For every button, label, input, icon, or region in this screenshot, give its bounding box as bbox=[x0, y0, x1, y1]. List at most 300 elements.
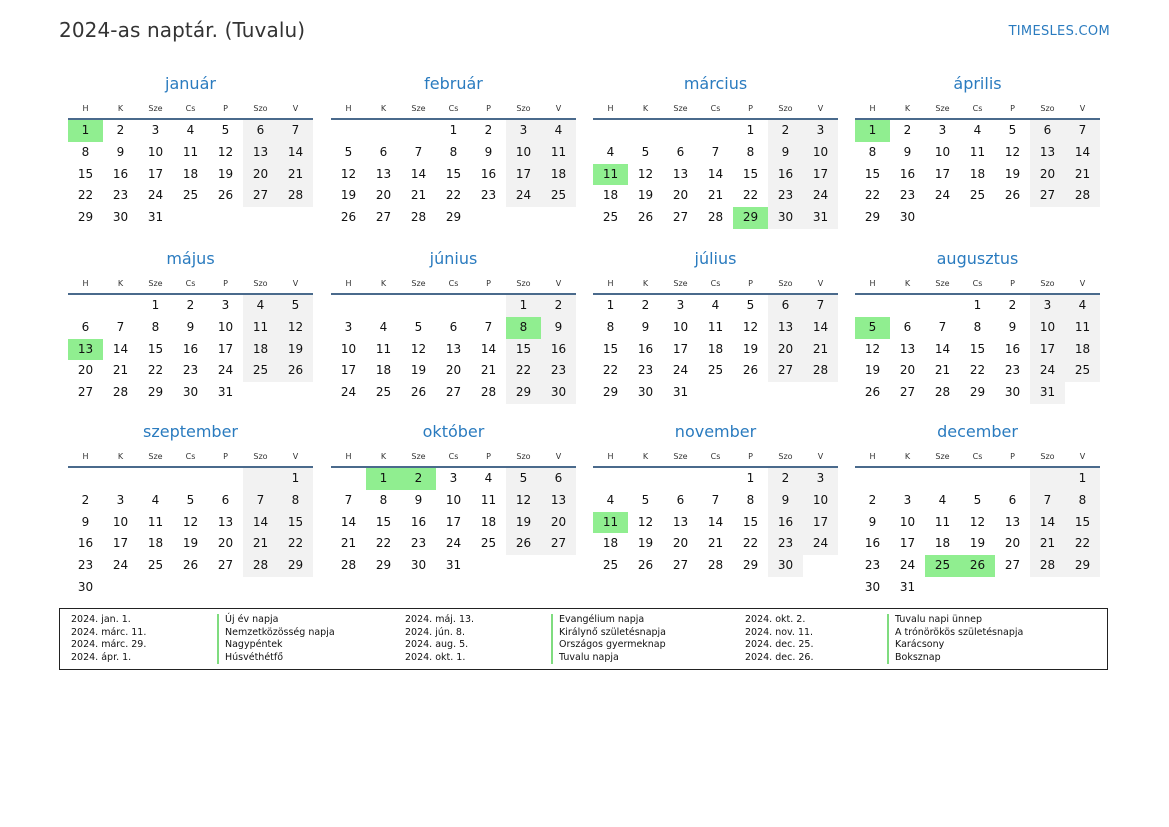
day-cell[interactable]: 12 bbox=[637, 514, 654, 529]
day-cell[interactable]: 22 bbox=[147, 363, 164, 378]
day-cell[interactable]: 5 bbox=[1008, 123, 1017, 137]
day-cell[interactable]: 5 bbox=[221, 123, 230, 137]
day-cell[interactable]: 2 bbox=[186, 298, 195, 312]
day-cell[interactable]: 14 bbox=[480, 341, 497, 356]
day-cell[interactable]: 24 bbox=[112, 558, 129, 573]
day-cell[interactable]: 16 bbox=[480, 166, 497, 181]
day-cell[interactable]: 2 bbox=[116, 123, 125, 137]
day-cell[interactable]: 5 bbox=[641, 492, 650, 507]
day-cell[interactable]: 31 bbox=[803, 207, 838, 229]
day-cell[interactable]: 30 bbox=[768, 207, 803, 229]
day-cell[interactable]: 20 bbox=[77, 363, 94, 378]
day-cell[interactable]: 7 bbox=[1030, 490, 1065, 512]
day-cell[interactable]: 29 bbox=[864, 210, 881, 225]
day-cell[interactable]: 23 bbox=[480, 188, 497, 203]
day-cell[interactable]: 26 bbox=[742, 363, 759, 378]
day-cell[interactable]: 6 bbox=[1008, 492, 1017, 507]
day-cell[interactable]: 15 bbox=[375, 514, 392, 529]
day-cell[interactable]: 17 bbox=[340, 363, 357, 378]
day-cell[interactable]: 9 bbox=[768, 490, 803, 512]
day-cell[interactable]: 12 bbox=[1004, 144, 1021, 159]
day-cell[interactable]: 21 bbox=[112, 363, 129, 378]
day-cell[interactable]: 30 bbox=[899, 210, 916, 225]
day-cell[interactable]: 23 bbox=[768, 533, 803, 555]
day-cell[interactable]: 13 bbox=[68, 339, 103, 361]
day-cell[interactable]: 29 bbox=[445, 210, 462, 225]
day-cell[interactable]: 31 bbox=[672, 385, 689, 400]
day-cell[interactable]: 25 bbox=[375, 385, 392, 400]
day-cell[interactable]: 3 bbox=[803, 468, 838, 490]
day-cell[interactable]: 28 bbox=[340, 558, 357, 573]
day-cell[interactable]: 26 bbox=[637, 558, 654, 573]
day-cell[interactable]: 1 bbox=[973, 298, 982, 312]
day-cell[interactable]: 2 bbox=[541, 295, 576, 317]
day-cell[interactable]: 10 bbox=[803, 490, 838, 512]
day-cell[interactable]: 10 bbox=[934, 144, 951, 159]
day-cell[interactable]: 28 bbox=[1030, 555, 1065, 577]
day-cell[interactable]: 12 bbox=[506, 490, 541, 512]
day-cell[interactable]: 8 bbox=[746, 492, 755, 507]
day-cell[interactable]: 14 bbox=[410, 166, 427, 181]
day-cell[interactable]: 9 bbox=[186, 319, 195, 334]
day-cell[interactable]: 11 bbox=[707, 319, 724, 334]
day-cell[interactable]: 28 bbox=[803, 360, 838, 382]
day-cell[interactable]: 19 bbox=[1004, 166, 1021, 181]
day-cell[interactable]: 22 bbox=[278, 533, 313, 555]
day-cell[interactable]: 30 bbox=[768, 555, 803, 577]
day-cell[interactable]: 18 bbox=[934, 536, 951, 551]
day-cell[interactable]: 1 bbox=[746, 123, 755, 137]
day-cell[interactable]: 20 bbox=[217, 536, 234, 551]
day-cell[interactable]: 16 bbox=[1004, 341, 1021, 356]
day-cell[interactable]: 10 bbox=[672, 319, 689, 334]
day-cell[interactable]: 26 bbox=[217, 188, 234, 203]
day-cell[interactable]: 9 bbox=[484, 144, 493, 159]
day-cell[interactable]: 5 bbox=[186, 492, 195, 507]
day-cell[interactable]: 5 bbox=[414, 319, 423, 334]
day-cell[interactable]: 13 bbox=[768, 317, 803, 339]
day-cell[interactable]: 1 bbox=[506, 295, 541, 317]
day-cell[interactable]: 17 bbox=[506, 164, 541, 186]
day-cell[interactable]: 2 bbox=[81, 492, 90, 507]
day-cell[interactable]: 23 bbox=[1004, 363, 1021, 378]
day-cell[interactable]: 17 bbox=[672, 341, 689, 356]
day-cell[interactable]: 12 bbox=[864, 341, 881, 356]
day-cell[interactable]: 18 bbox=[602, 188, 619, 203]
day-cell[interactable]: 14 bbox=[803, 317, 838, 339]
day-cell[interactable]: 18 bbox=[375, 363, 392, 378]
day-cell[interactable]: 30 bbox=[112, 210, 129, 225]
day-cell[interactable]: 10 bbox=[803, 142, 838, 164]
day-cell[interactable]: 12 bbox=[410, 341, 427, 356]
day-cell[interactable]: 21 bbox=[340, 536, 357, 551]
day-cell[interactable]: 5 bbox=[746, 298, 755, 312]
day-cell[interactable]: 13 bbox=[899, 341, 916, 356]
day-cell[interactable]: 17 bbox=[112, 536, 129, 551]
day-cell[interactable]: 3 bbox=[151, 123, 160, 137]
day-cell[interactable]: 18 bbox=[147, 536, 164, 551]
day-cell[interactable]: 19 bbox=[637, 188, 654, 203]
day-cell[interactable]: 20 bbox=[541, 512, 576, 534]
day-cell[interactable]: 15 bbox=[864, 166, 881, 181]
day-cell[interactable]: 8 bbox=[868, 144, 877, 159]
day-cell[interactable]: 7 bbox=[278, 120, 313, 142]
day-cell[interactable]: 23 bbox=[899, 188, 916, 203]
day-cell[interactable]: 20 bbox=[445, 363, 462, 378]
day-cell[interactable]: 19 bbox=[410, 363, 427, 378]
day-cell[interactable]: 21 bbox=[707, 536, 724, 551]
day-cell[interactable]: 22 bbox=[506, 360, 541, 382]
day-cell[interactable]: 8 bbox=[151, 319, 160, 334]
day-cell[interactable]: 20 bbox=[672, 188, 689, 203]
day-cell[interactable]: 30 bbox=[541, 382, 576, 404]
day-cell[interactable]: 2 bbox=[641, 298, 650, 312]
day-cell[interactable]: 18 bbox=[707, 341, 724, 356]
day-cell[interactable]: 18 bbox=[602, 536, 619, 551]
day-cell[interactable]: 19 bbox=[182, 536, 199, 551]
day-cell[interactable]: 28 bbox=[243, 555, 278, 577]
day-cell[interactable]: 9 bbox=[1008, 319, 1017, 334]
day-cell[interactable]: 23 bbox=[112, 188, 129, 203]
day-cell[interactable]: 18 bbox=[480, 514, 497, 529]
day-cell[interactable]: 27 bbox=[375, 210, 392, 225]
day-cell[interactable]: 25 bbox=[602, 210, 619, 225]
day-cell[interactable]: 3 bbox=[803, 120, 838, 142]
day-cell[interactable]: 22 bbox=[864, 188, 881, 203]
day-cell[interactable]: 30 bbox=[182, 385, 199, 400]
day-cell[interactable]: 31 bbox=[217, 385, 234, 400]
day-cell[interactable]: 16 bbox=[864, 536, 881, 551]
day-cell[interactable]: 26 bbox=[960, 555, 995, 577]
day-cell[interactable]: 1 bbox=[746, 471, 755, 485]
day-cell[interactable]: 20 bbox=[243, 164, 278, 186]
day-cell[interactable]: 6 bbox=[449, 319, 458, 334]
day-cell[interactable]: 12 bbox=[278, 317, 313, 339]
day-cell[interactable]: 26 bbox=[340, 210, 357, 225]
day-cell[interactable]: 10 bbox=[112, 514, 129, 529]
day-cell[interactable]: 25 bbox=[1065, 360, 1100, 382]
day-cell[interactable]: 8 bbox=[449, 144, 458, 159]
day-cell[interactable]: 25 bbox=[147, 558, 164, 573]
day-cell[interactable]: 1 bbox=[366, 468, 401, 490]
day-cell[interactable]: 7 bbox=[938, 319, 947, 334]
day-cell[interactable]: 24 bbox=[445, 536, 462, 551]
day-cell[interactable]: 26 bbox=[182, 558, 199, 573]
day-cell[interactable]: 4 bbox=[973, 123, 982, 137]
day-cell[interactable]: 29 bbox=[278, 555, 313, 577]
day-cell[interactable]: 5 bbox=[344, 144, 353, 159]
day-cell[interactable]: 18 bbox=[243, 339, 278, 361]
day-cell[interactable]: 18 bbox=[541, 164, 576, 186]
day-cell[interactable]: 12 bbox=[742, 319, 759, 334]
day-cell[interactable]: 18 bbox=[969, 166, 986, 181]
day-cell[interactable]: 12 bbox=[637, 166, 654, 181]
day-cell[interactable]: 17 bbox=[217, 341, 234, 356]
day-cell[interactable]: 15 bbox=[1065, 512, 1100, 534]
day-cell[interactable]: 9 bbox=[868, 514, 877, 529]
day-cell[interactable]: 24 bbox=[672, 363, 689, 378]
day-cell[interactable]: 31 bbox=[147, 210, 164, 225]
day-cell[interactable]: 15 bbox=[602, 341, 619, 356]
day-cell[interactable]: 6 bbox=[768, 295, 803, 317]
day-cell[interactable]: 8 bbox=[746, 144, 755, 159]
day-cell[interactable]: 27 bbox=[899, 385, 916, 400]
day-cell[interactable]: 27 bbox=[445, 385, 462, 400]
day-cell[interactable]: 12 bbox=[182, 514, 199, 529]
day-cell[interactable]: 24 bbox=[340, 385, 357, 400]
day-cell[interactable]: 22 bbox=[375, 536, 392, 551]
day-cell[interactable]: 16 bbox=[77, 536, 94, 551]
day-cell[interactable]: 17 bbox=[1030, 339, 1065, 361]
day-cell[interactable]: 5 bbox=[641, 144, 650, 159]
day-cell[interactable]: 27 bbox=[1030, 185, 1065, 207]
day-cell[interactable]: 4 bbox=[541, 120, 576, 142]
day-cell[interactable]: 6 bbox=[81, 319, 90, 334]
day-cell[interactable]: 19 bbox=[278, 339, 313, 361]
day-cell[interactable]: 30 bbox=[77, 579, 94, 594]
day-cell[interactable]: 24 bbox=[506, 185, 541, 207]
day-cell[interactable]: 11 bbox=[541, 142, 576, 164]
day-cell[interactable]: 10 bbox=[899, 514, 916, 529]
day-cell[interactable]: 15 bbox=[147, 341, 164, 356]
day-cell[interactable]: 12 bbox=[340, 166, 357, 181]
day-cell[interactable]: 16 bbox=[768, 164, 803, 186]
brand-link[interactable]: TIMESLES.COM bbox=[1008, 24, 1110, 39]
day-cell[interactable]: 13 bbox=[1004, 514, 1021, 529]
day-cell[interactable]: 19 bbox=[969, 536, 986, 551]
day-cell[interactable]: 29 bbox=[1065, 555, 1100, 577]
day-cell[interactable]: 19 bbox=[340, 188, 357, 203]
day-cell[interactable]: 1 bbox=[449, 123, 458, 137]
day-cell[interactable]: 11 bbox=[969, 144, 986, 159]
day-cell[interactable]: 11 bbox=[593, 164, 628, 186]
day-cell[interactable]: 9 bbox=[541, 317, 576, 339]
day-cell[interactable]: 17 bbox=[899, 536, 916, 551]
day-cell[interactable]: 20 bbox=[768, 339, 803, 361]
day-cell[interactable]: 6 bbox=[903, 319, 912, 334]
day-cell[interactable]: 28 bbox=[934, 385, 951, 400]
day-cell[interactable]: 31 bbox=[1030, 382, 1065, 404]
day-cell[interactable]: 25 bbox=[602, 558, 619, 573]
day-cell[interactable]: 29 bbox=[375, 558, 392, 573]
day-cell[interactable]: 25 bbox=[925, 555, 960, 577]
day-cell[interactable]: 24 bbox=[803, 533, 838, 555]
day-cell[interactable]: 3 bbox=[903, 492, 912, 507]
day-cell[interactable]: 15 bbox=[742, 514, 759, 529]
day-cell[interactable]: 3 bbox=[449, 471, 458, 485]
day-cell[interactable]: 28 bbox=[707, 558, 724, 573]
day-cell[interactable]: 29 bbox=[969, 385, 986, 400]
day-cell[interactable]: 20 bbox=[899, 363, 916, 378]
day-cell[interactable]: 14 bbox=[112, 341, 129, 356]
day-cell[interactable]: 23 bbox=[864, 558, 881, 573]
day-cell[interactable]: 17 bbox=[445, 514, 462, 529]
day-cell[interactable]: 7 bbox=[116, 319, 125, 334]
day-cell[interactable]: 4 bbox=[606, 492, 615, 507]
day-cell[interactable]: 7 bbox=[711, 492, 720, 507]
day-cell[interactable]: 4 bbox=[379, 319, 388, 334]
day-cell[interactable]: 27 bbox=[672, 210, 689, 225]
day-cell[interactable]: 3 bbox=[1030, 295, 1065, 317]
day-cell[interactable]: 20 bbox=[672, 536, 689, 551]
day-cell[interactable]: 1 bbox=[1065, 468, 1100, 490]
day-cell[interactable]: 8 bbox=[1065, 490, 1100, 512]
day-cell[interactable]: 25 bbox=[480, 536, 497, 551]
day-cell[interactable]: 30 bbox=[410, 558, 427, 573]
day-cell[interactable]: 13 bbox=[541, 490, 576, 512]
day-cell[interactable]: 13 bbox=[672, 166, 689, 181]
day-cell[interactable]: 22 bbox=[445, 188, 462, 203]
day-cell[interactable]: 17 bbox=[147, 166, 164, 181]
day-cell[interactable]: 9 bbox=[81, 514, 90, 529]
day-cell[interactable]: 17 bbox=[803, 512, 838, 534]
day-cell[interactable]: 25 bbox=[541, 185, 576, 207]
day-cell[interactable]: 26 bbox=[637, 210, 654, 225]
day-cell[interactable]: 15 bbox=[969, 341, 986, 356]
day-cell[interactable]: 21 bbox=[480, 363, 497, 378]
day-cell[interactable]: 20 bbox=[375, 188, 392, 203]
day-cell[interactable]: 28 bbox=[278, 185, 313, 207]
day-cell[interactable]: 11 bbox=[1065, 317, 1100, 339]
day-cell[interactable]: 2 bbox=[868, 492, 877, 507]
day-cell[interactable]: 6 bbox=[676, 492, 685, 507]
day-cell[interactable]: 1 bbox=[68, 120, 103, 142]
day-cell[interactable]: 16 bbox=[541, 339, 576, 361]
day-cell[interactable]: 25 bbox=[969, 188, 986, 203]
day-cell[interactable]: 6 bbox=[243, 120, 278, 142]
day-cell[interactable]: 20 bbox=[1030, 164, 1065, 186]
day-cell[interactable]: 25 bbox=[243, 360, 278, 382]
day-cell[interactable]: 1 bbox=[606, 298, 615, 312]
day-cell[interactable]: 7 bbox=[344, 492, 353, 507]
day-cell[interactable]: 3 bbox=[676, 298, 685, 312]
day-cell[interactable]: 11 bbox=[593, 512, 628, 534]
day-cell[interactable]: 3 bbox=[506, 120, 541, 142]
day-cell[interactable]: 23 bbox=[410, 536, 427, 551]
day-cell[interactable]: 14 bbox=[1030, 512, 1065, 534]
day-cell[interactable]: 3 bbox=[938, 123, 947, 137]
day-cell[interactable]: 26 bbox=[1004, 188, 1021, 203]
day-cell[interactable]: 23 bbox=[637, 363, 654, 378]
day-cell[interactable]: 4 bbox=[243, 295, 278, 317]
day-cell[interactable]: 1 bbox=[278, 468, 313, 490]
day-cell[interactable]: 11 bbox=[243, 317, 278, 339]
day-cell[interactable]: 24 bbox=[1030, 360, 1065, 382]
day-cell[interactable]: 9 bbox=[641, 319, 650, 334]
day-cell[interactable]: 19 bbox=[506, 512, 541, 534]
day-cell[interactable]: 23 bbox=[77, 558, 94, 573]
day-cell[interactable]: 23 bbox=[768, 185, 803, 207]
day-cell[interactable]: 18 bbox=[1065, 339, 1100, 361]
day-cell[interactable]: 7 bbox=[243, 490, 278, 512]
day-cell[interactable]: 13 bbox=[375, 166, 392, 181]
day-cell[interactable]: 24 bbox=[147, 188, 164, 203]
day-cell[interactable]: 13 bbox=[1030, 142, 1065, 164]
day-cell[interactable]: 27 bbox=[672, 558, 689, 573]
day-cell[interactable]: 28 bbox=[112, 385, 129, 400]
day-cell[interactable]: 2 bbox=[903, 123, 912, 137]
day-cell[interactable]: 15 bbox=[742, 166, 759, 181]
day-cell[interactable]: 14 bbox=[340, 514, 357, 529]
day-cell[interactable]: 14 bbox=[707, 514, 724, 529]
day-cell[interactable]: 28 bbox=[707, 210, 724, 225]
day-cell[interactable]: 4 bbox=[711, 298, 720, 312]
day-cell[interactable]: 2 bbox=[1008, 298, 1017, 312]
day-cell[interactable]: 27 bbox=[768, 360, 803, 382]
day-cell[interactable]: 7 bbox=[1065, 120, 1100, 142]
day-cell[interactable]: 9 bbox=[116, 144, 125, 159]
day-cell[interactable]: 30 bbox=[637, 385, 654, 400]
day-cell[interactable]: 16 bbox=[768, 512, 803, 534]
day-cell[interactable]: 25 bbox=[182, 188, 199, 203]
day-cell[interactable]: 13 bbox=[217, 514, 234, 529]
day-cell[interactable]: 8 bbox=[278, 490, 313, 512]
day-cell[interactable]: 15 bbox=[445, 166, 462, 181]
day-cell[interactable]: 4 bbox=[606, 144, 615, 159]
day-cell[interactable]: 9 bbox=[903, 144, 912, 159]
day-cell[interactable]: 31 bbox=[899, 579, 916, 594]
day-cell[interactable]: 29 bbox=[506, 382, 541, 404]
day-cell[interactable]: 4 bbox=[186, 123, 195, 137]
day-cell[interactable]: 2 bbox=[768, 120, 803, 142]
day-cell[interactable]: 22 bbox=[77, 188, 94, 203]
day-cell[interactable]: 10 bbox=[217, 319, 234, 334]
day-cell[interactable]: 6 bbox=[676, 144, 685, 159]
day-cell[interactable]: 5 bbox=[855, 317, 890, 339]
day-cell[interactable]: 20 bbox=[1004, 536, 1021, 551]
day-cell[interactable]: 14 bbox=[1065, 142, 1100, 164]
day-cell[interactable]: 22 bbox=[602, 363, 619, 378]
day-cell[interactable]: 16 bbox=[410, 514, 427, 529]
day-cell[interactable]: 16 bbox=[112, 166, 129, 181]
day-cell[interactable]: 11 bbox=[182, 144, 199, 159]
day-cell[interactable]: 12 bbox=[217, 144, 234, 159]
day-cell[interactable]: 11 bbox=[480, 492, 497, 507]
day-cell[interactable]: 19 bbox=[637, 536, 654, 551]
day-cell[interactable]: 15 bbox=[506, 339, 541, 361]
day-cell[interactable]: 7 bbox=[711, 144, 720, 159]
day-cell[interactable]: 15 bbox=[278, 512, 313, 534]
day-cell[interactable]: 4 bbox=[938, 492, 947, 507]
day-cell[interactable]: 7 bbox=[414, 144, 423, 159]
day-cell[interactable]: 24 bbox=[934, 188, 951, 203]
day-cell[interactable]: 8 bbox=[81, 144, 90, 159]
day-cell[interactable]: 21 bbox=[1065, 164, 1100, 186]
day-cell[interactable]: 29 bbox=[742, 558, 759, 573]
day-cell[interactable]: 5 bbox=[506, 468, 541, 490]
day-cell[interactable]: 13 bbox=[672, 514, 689, 529]
day-cell[interactable]: 21 bbox=[1030, 533, 1065, 555]
day-cell[interactable]: 10 bbox=[445, 492, 462, 507]
day-cell[interactable]: 8 bbox=[606, 319, 615, 334]
day-cell[interactable]: 14 bbox=[278, 142, 313, 164]
day-cell[interactable]: 2 bbox=[484, 123, 493, 137]
day-cell[interactable]: 3 bbox=[344, 319, 353, 334]
day-cell[interactable]: 14 bbox=[707, 166, 724, 181]
day-cell[interactable]: 5 bbox=[278, 295, 313, 317]
day-cell[interactable]: 7 bbox=[484, 319, 493, 334]
day-cell[interactable]: 29 bbox=[602, 385, 619, 400]
day-cell[interactable]: 1 bbox=[151, 298, 160, 312]
day-cell[interactable]: 21 bbox=[410, 188, 427, 203]
day-cell[interactable]: 11 bbox=[147, 514, 164, 529]
day-cell[interactable]: 21 bbox=[707, 188, 724, 203]
day-cell[interactable]: 27 bbox=[1004, 558, 1021, 573]
day-cell[interactable]: 23 bbox=[182, 363, 199, 378]
day-cell[interactable]: 8 bbox=[973, 319, 982, 334]
day-cell[interactable]: 27 bbox=[77, 385, 94, 400]
day-cell[interactable]: 8 bbox=[506, 317, 541, 339]
